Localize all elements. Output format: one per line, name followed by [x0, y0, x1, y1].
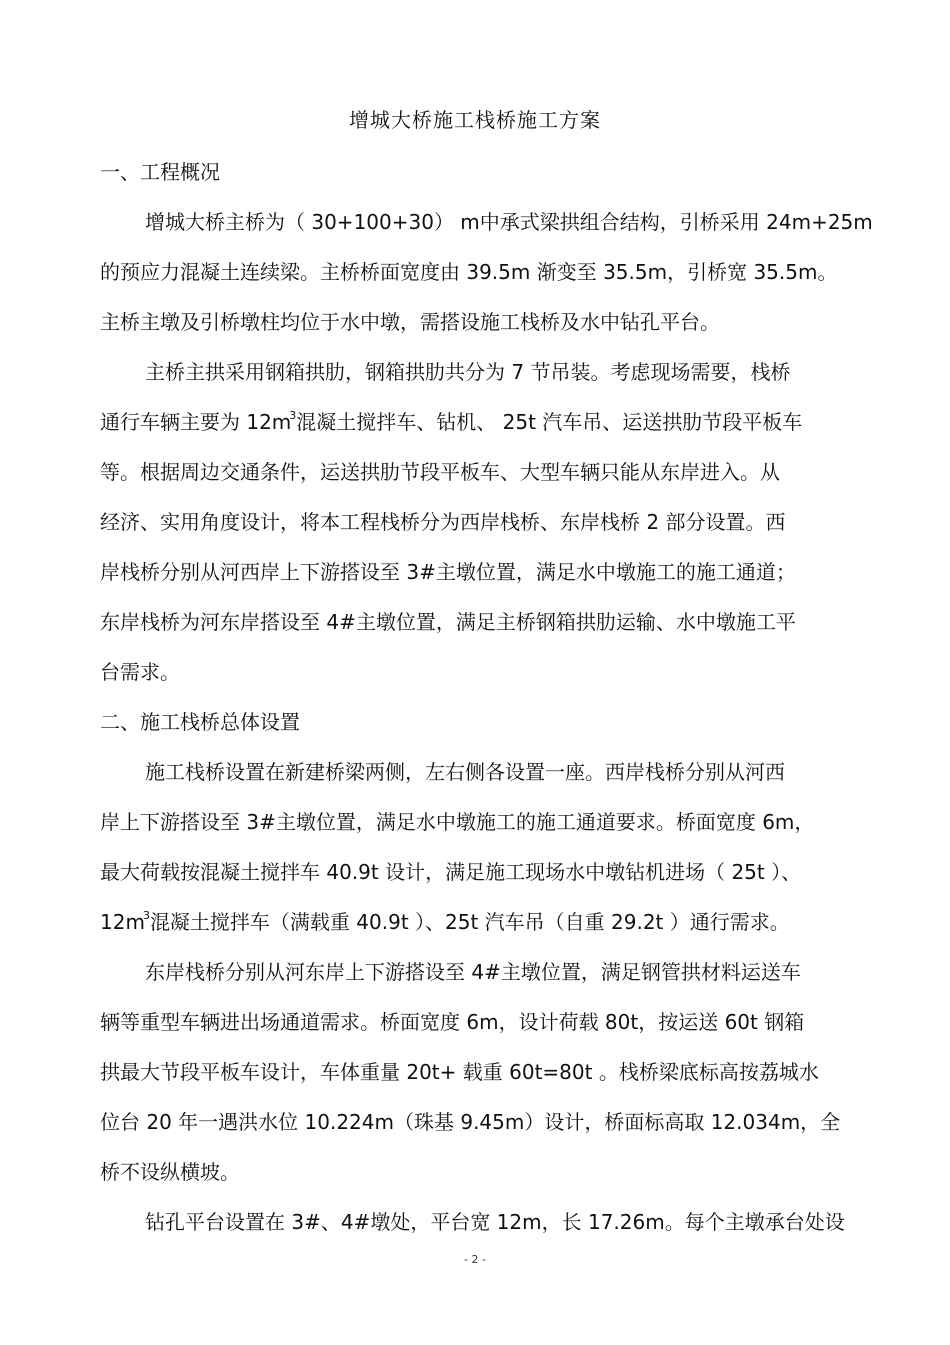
paragraph-line: 的预应力混凝土连续梁。主桥桥面宽度由 39.5m 渐变至 35.5m，引桥宽 35.5m。 — [100, 260, 838, 284]
section-heading-overview: 一、工程概况 — [100, 160, 220, 184]
paragraph-line: 主桥主墩及引桥墩柱均位于水中墩，需搭设施工栈桥及水中钻孔平台。 — [100, 310, 720, 334]
document-title: 增城大桥施工栈桥施工方案 — [349, 108, 601, 132]
paragraph-line: 位台 20 年一遇洪水位 10.224m（珠基 9.45m）设计，桥面标高取 12.034m，全 — [100, 1110, 841, 1134]
paragraph-line: 增城大桥主桥为（ 30+100+30） m中承式梁拱组合结构，引桥采用 24m+25m — [145, 210, 873, 234]
line-text: 通行车辆主要为 12m — [100, 410, 292, 434]
paragraph-line: 经济、实用角度设计，将本工程栈桥分为西岸栈桥、东岸栈桥 2 部分设置。西 — [100, 510, 786, 534]
line-text: 混凝土搅拌车、钻机、 25t 汽车吊、运送拱肋节段平板车 — [296, 410, 803, 434]
paragraph-line: 桥不设纵横坡。 — [100, 1160, 240, 1184]
paragraph-line: 台需求。 — [100, 660, 180, 684]
paragraph-line: 辆等重型车辆进出场通道需求。桥面宽度 6m，设计荷载 80t，按运送 60t 钢箱 — [100, 1010, 805, 1034]
paragraph-line: 最大荷载按混凝土搅拌车 40.9t 设计，满足施工现场水中墩钻机进场（ 25t ）、 — [100, 860, 802, 884]
paragraph-line: 东岸栈桥为河东岸搭设至 4#主墩位置，满足主桥钢箱拱肋运输、水中墩施工平 — [100, 610, 796, 634]
paragraph-line: 拱最大节段平板车设计，车体重量 20t+ 载重 60t=80t 。栈桥梁底标高按荔城水 — [100, 1060, 819, 1084]
line-text: 12m — [100, 910, 145, 934]
paragraph-line: 施工栈桥设置在新建桥梁两侧，左右侧各设置一座。西岸栈桥分别从河西 — [145, 760, 785, 784]
paragraph-line: 岸上下游搭设至 3#主墩位置，满足水中墩施工的施工通道要求。桥面宽度 6m， — [100, 810, 815, 834]
paragraph-line: 主桥主拱采用钢箱拱肋，钢箱拱肋共分为 7 节吊装。考虑现场需要，栈桥 — [145, 360, 791, 384]
page-number: - 2 - — [464, 1253, 486, 1266]
paragraph-line-with-superscript — [100, 406, 802, 435]
paragraph-line: 钻孔平台设置在 3#、4#墩处，平台宽 12m，长 17.26m。每个主墩承台处设 — [145, 1210, 845, 1234]
superscript: 3 — [142, 909, 150, 922]
paragraph-line-with-superscript — [100, 906, 790, 935]
superscript: 3 — [289, 409, 297, 422]
paragraph-line: 等。根据周边交通条件，运送拱肋节段平板车、大型车辆只能从东岸进入。从 — [100, 460, 780, 484]
paragraph-line: 东岸栈桥分别从河东岸上下游搭设至 4#主墩位置，满足钢管拱材料运送车 — [145, 960, 801, 984]
section-heading-layout: 二、施工栈桥总体设置 — [100, 710, 300, 734]
line-text: 混凝土搅拌车（满载重 40.9t ）、25t 汽车吊（自重 29.2t ）通行需求。 — [149, 910, 790, 934]
paragraph-line: 岸栈桥分别从河西岸上下游搭设至 3#主墩位置，满足水中墩施工的施工通道； — [100, 560, 796, 584]
